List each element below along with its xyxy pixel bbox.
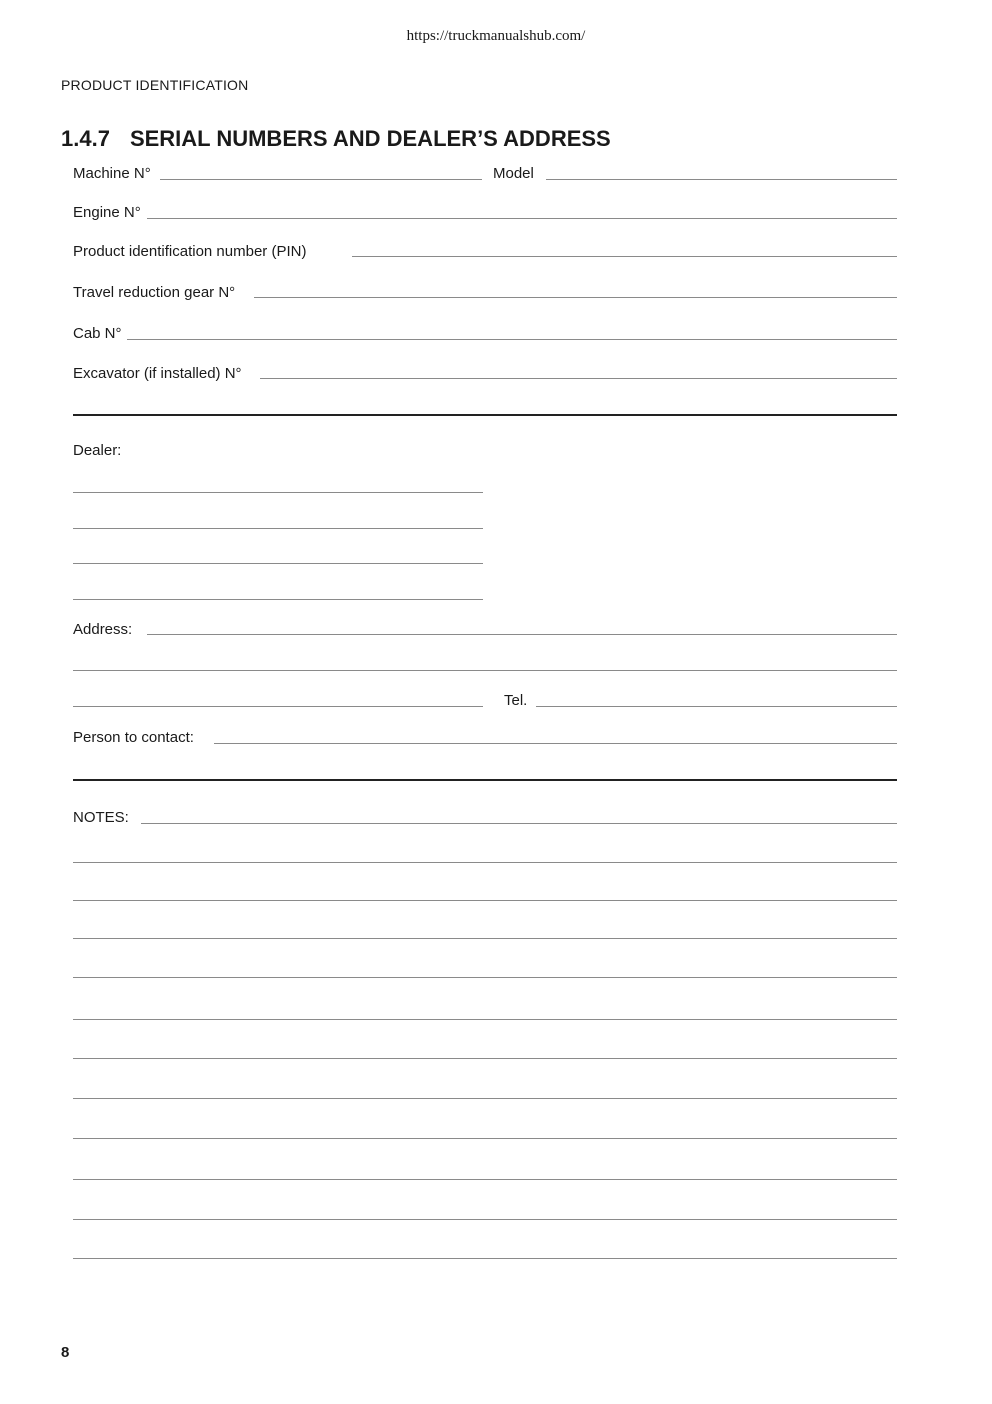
cab-number-line[interactable] <box>127 339 897 340</box>
address-line[interactable] <box>73 670 897 671</box>
notes-line[interactable] <box>73 1258 897 1259</box>
machine-number-line[interactable] <box>160 179 482 180</box>
section-label: PRODUCT IDENTIFICATION <box>61 77 249 93</box>
notes-line[interactable] <box>73 977 897 978</box>
section-number: 1.4.7 <box>61 126 110 151</box>
cab-number-label: Cab N° <box>73 325 122 342</box>
contact-person-label: Person to contact: <box>73 729 194 746</box>
model-label: Model <box>493 165 534 182</box>
notes-line[interactable] <box>73 1058 897 1059</box>
dealer-line[interactable] <box>73 528 483 529</box>
notes-line[interactable] <box>73 938 897 939</box>
notes-line[interactable] <box>141 823 897 824</box>
address-label: Address: <box>73 621 133 638</box>
pin-line[interactable] <box>352 256 897 257</box>
dealer-label: Dealer: <box>73 442 122 459</box>
dealer-line[interactable] <box>73 563 483 564</box>
section-title: SERIAL NUMBERS AND DEALER’S ADDRESS <box>129 126 611 151</box>
contact-person-line[interactable] <box>214 743 897 744</box>
section-divider <box>73 779 897 781</box>
notes-line[interactable] <box>73 1098 897 1099</box>
tel-line[interactable] <box>536 706 897 707</box>
excavator-number-label: Excavator (if installed) N° <box>73 365 242 382</box>
page-number: 8 <box>61 1344 70 1361</box>
notes-line[interactable] <box>73 1179 897 1180</box>
engine-number-label: Engine N° <box>73 204 141 221</box>
engine-number-line[interactable] <box>147 218 897 219</box>
source-url: https://truckmanualshub.com/ <box>406 28 586 44</box>
notes-line[interactable] <box>73 900 897 901</box>
model-line[interactable] <box>546 179 897 180</box>
notes-label: NOTES: <box>73 809 129 826</box>
notes-line[interactable] <box>73 862 897 863</box>
pin-label: Product identification number (PIN) <box>73 243 307 260</box>
page-title <box>61 126 611 152</box>
tel-label: Tel. <box>504 692 528 709</box>
travel-gear-line[interactable] <box>254 297 897 298</box>
section-divider <box>73 414 897 416</box>
notes-line[interactable] <box>73 1019 897 1020</box>
dealer-line[interactable] <box>73 599 483 600</box>
dealer-line[interactable] <box>73 492 483 493</box>
notes-line[interactable] <box>73 1219 897 1220</box>
machine-number-label: Machine N° <box>73 165 151 182</box>
notes-line[interactable] <box>73 1138 897 1139</box>
address-line[interactable] <box>147 634 897 635</box>
address-line[interactable] <box>73 706 483 707</box>
excavator-number-line[interactable] <box>260 378 897 379</box>
travel-gear-label: Travel reduction gear N° <box>73 284 236 301</box>
